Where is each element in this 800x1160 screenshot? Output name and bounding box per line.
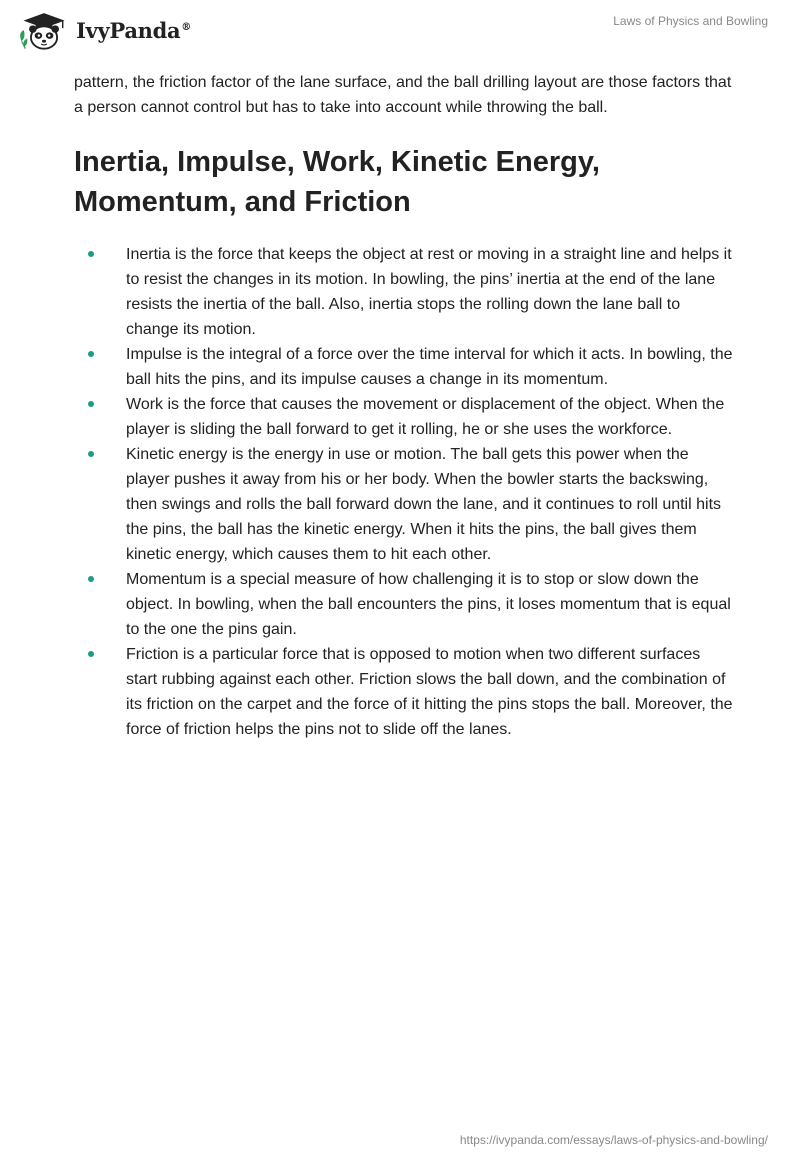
list-item-text: Work is the force that causes the movement or displacement of the object. When the player is sliding the ball forward to get it rolling, he or she uses the workforce.	[126, 396, 725, 438]
page-header	[0, 0, 800, 70]
list-item-text: Momentum is a special measure of how challenging it is to stop or slow down the object. In bowling, when the ball encounters the pins, it loses momentum that is equal to the one the pins gain.	[126, 571, 731, 638]
panda-logo-icon	[16, 8, 72, 52]
list-item	[74, 342, 734, 392]
list-item	[74, 642, 734, 742]
registered-mark: ®	[181, 21, 191, 33]
section-heading: Inertia, Impulse, Work, Kinetic Energy, Momentum, and Friction	[74, 146, 600, 218]
bullet-dot-icon	[88, 251, 94, 257]
list-item-text: Kinetic energy is the energy in use or motion. The ball gets this power when the player pushes it away from his or her body. When the bowler starts the backswing, then swings and rolls the ball forward down the lane, and it continues to roll until hits the pins, the ball has the kinetic energy. When it hits the pins, the ball gives them kinetic energy, which causes them to hit each other.	[126, 446, 722, 563]
list-item-text: Friction is a particular force that is opposed to motion when two different surfaces start rubbing against each other. Friction slows the ball down, and the combination of its friction on the carpet and the force of it hitting the pins stops the ball. Moreover, the force of friction helps the pins not to slide off the lanes.	[126, 646, 733, 738]
list-item-text: Impulse is the integral of a force over the time interval for which it acts. In bowling, the ball hits the pins, and its impulse causes a change in its momentum.	[126, 346, 733, 388]
bullet-dot-icon	[88, 351, 94, 357]
list-item	[74, 442, 734, 567]
essay-content	[74, 70, 734, 742]
bullet-dot-icon	[88, 651, 94, 657]
list-item-text: Inertia is the force that keeps the object at rest or moving in a straight line and helps it to resist the changes in its motion. In bowling, the pins’ inertia at the end of the lane resists the inertia of the ball. Also, inertia stops the rolling down the lane ball to change its motion.	[126, 246, 732, 338]
intro-paragraph: pattern, the friction factor of the lane surface, and the ball drilling layout are those factors that a person cannot control but has to take into account while throwing the ball.	[74, 74, 732, 116]
bullet-dot-icon	[88, 576, 94, 582]
ivypanda-logo[interactable]	[16, 8, 191, 52]
list-item	[74, 242, 734, 342]
bullet-dot-icon	[88, 451, 94, 457]
logo-wordmark	[76, 18, 191, 43]
bullet-dot-icon	[88, 401, 94, 407]
logo-text: IvyPanda	[76, 17, 181, 43]
bullet-list	[74, 242, 734, 742]
document-title: Laws of Physics and Bowling	[613, 14, 768, 28]
source-url-link[interactable]: https://ivypanda.com/essays/laws-of-physics-and-bowling/	[459, 1133, 768, 1147]
list-item	[74, 392, 734, 442]
list-item	[74, 567, 734, 642]
